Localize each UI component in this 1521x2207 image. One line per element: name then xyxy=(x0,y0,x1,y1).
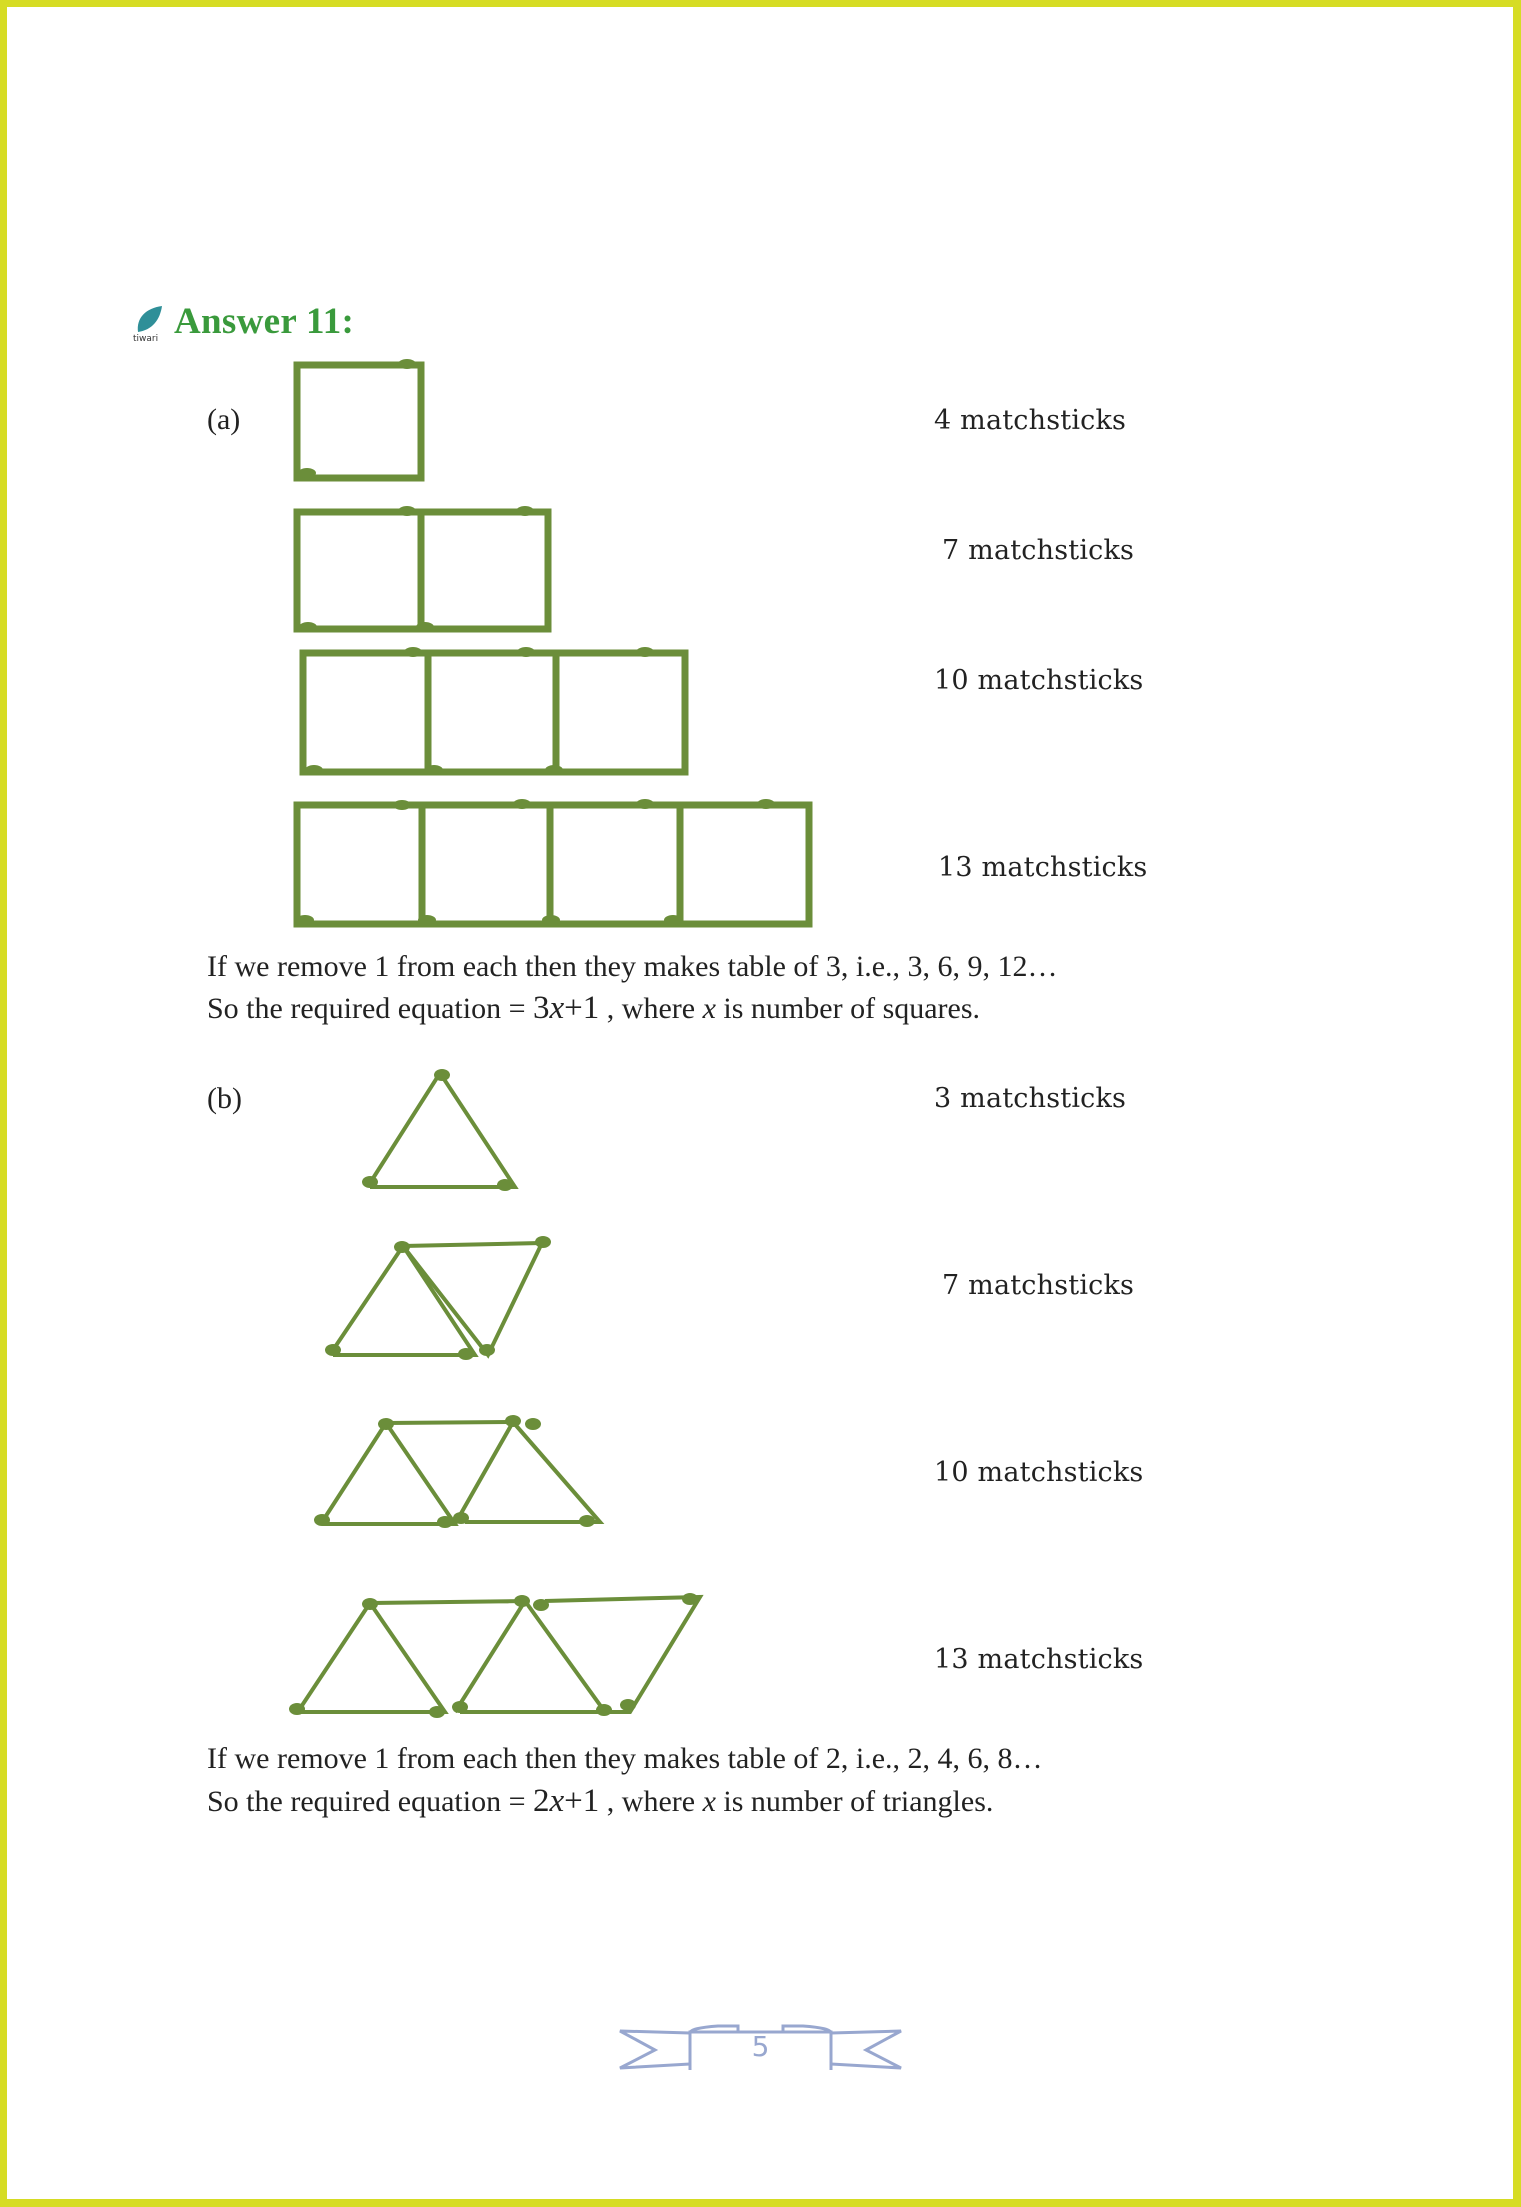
matchstick-count-a3: 10 matchsticks xyxy=(934,665,1144,696)
matchstick-count-b1: 3 matchsticks xyxy=(934,1083,1127,1114)
part-a-explanation-line2: So the required equation = 3x+1 , where x is number of squares. xyxy=(207,990,981,1026)
part-b-label: (b) xyxy=(207,1082,242,1115)
page-number: 5 xyxy=(751,2030,770,2063)
matchstick-count-a2: 7 matchsticks xyxy=(942,535,1135,566)
svg-text:tiwari: tiwari xyxy=(133,333,159,342)
part-b-explanation-line1: If we remove 1 from each then they makes table of 2, i.e., 2, 4, 6, 8… xyxy=(207,1742,1043,1775)
matchstick-count-b2: 7 matchsticks xyxy=(942,1270,1135,1301)
answer-title: Answer 11: xyxy=(174,301,355,342)
equation-a: 3x+1 xyxy=(533,990,600,1026)
matchstick-count-a1: 4 matchsticks xyxy=(934,405,1127,436)
part-a-explanation-line1: If we remove 1 from each then they makes table of 3, i.e., 3, 6, 9, 12… xyxy=(207,950,1058,983)
part-b-explanation-line2: So the required equation = 2x+1 , where x is number of triangles. xyxy=(207,1783,994,1819)
matchstick-count-b3: 10 matchsticks xyxy=(934,1457,1144,1488)
matchstick-count-b4: 13 matchsticks xyxy=(934,1644,1144,1675)
equation-b: 2x+1 xyxy=(533,1783,600,1819)
matchstick-count-a4: 13 matchsticks xyxy=(938,852,1148,883)
page-number-ribbon xyxy=(618,1990,903,2070)
part-a-label: (a) xyxy=(207,403,241,436)
